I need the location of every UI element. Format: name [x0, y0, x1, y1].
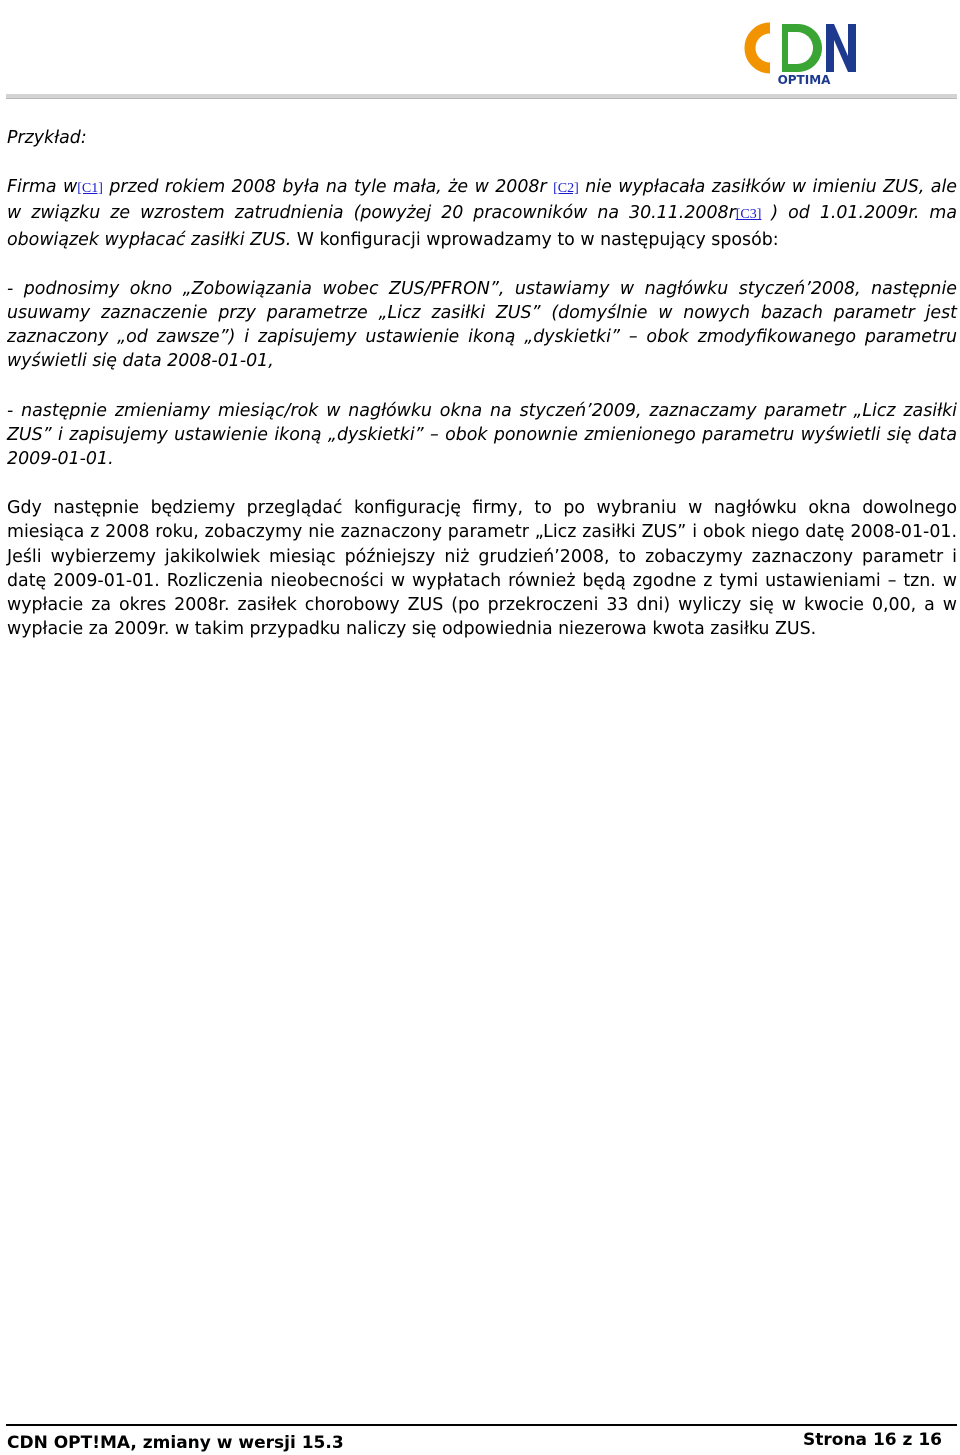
header-divider — [6, 94, 957, 99]
intro-text-e: W konfiguracji wprowadzamy to w następujący sposób: — [291, 229, 779, 250]
footer-doc-title: CDN OPT!MA, zmiany w wersji 15.3 — [7, 1433, 344, 1453]
paragraph-intro — [7, 175, 957, 252]
cdn-logo-icon — [740, 16, 860, 86]
intro-text-c: nie wypłacała zasiłków w imieniu ZUS, ale w związku ze wzrostem zatrudnienia (powyżej 20 pracowników na 30.11.2008r — [7, 177, 957, 224]
intro-text-a: Firma w — [7, 177, 78, 198]
comment-ref-c2[interactable]: [C2] — [553, 181, 579, 197]
paragraph-step-2: - następnie zmieniamy miesiąc/rok w nagłówku okna na styczeń’2009, zaznaczamy parametr „Licz zasiłki ZUS” i zapisujemy ustawienie ikoną „dyskietki” – obok ponownie zmienionego parametru wyświetli się data 2009-01-01. — [7, 400, 957, 470]
paragraph-step-1: - podnosimy okno „Zobowiązania wobec ZUS/PFRON”, ustawiamy w nagłówku styczeń’2008, następnie usuwamy zaznaczenie przy parametrze „Licz zasiłki ZUS” (domyślnie w nowych bazach parametr jest zaznaczony „od zawsze”) i zapisujemy ustawienie ikoną „dyskietki” – obok zmodyfikowanego parametru wyświetli się data 2008-01-01, — [7, 278, 957, 372]
comment-ref-c3[interactable]: [C3] — [735, 207, 762, 223]
example-heading: Przykład: — [7, 128, 87, 148]
intro-text-b: przed rokiem 2008 była na tyle mała, że w 2008r — [102, 177, 554, 198]
logo-subtitle: OPTIMA — [777, 73, 831, 86]
intro-text-d: ) od 1.01.2009r. ma obowiązek wypłacać zasiłki ZUS. — [7, 203, 957, 250]
footer-page-number: Strona 16 z 16 — [803, 1430, 942, 1450]
comment-ref-c1[interactable]: [C1] — [77, 181, 103, 197]
paragraph-summary: Gdy następnie będziemy przeglądać konfigurację firmy, to po wybraniu w nagłówku okna dowolnego miesiąca z 2008 roku, zobaczymy nie zaznaczony parametr „Licz zasiłki ZUS” i obok niego datę 2008-01-01. Jeśli wybierzemy jakikolwiek miesiąc późniejszy niż grudzień’2008, to zobaczymy zaznaczony parametr i datę 2009-01-01. Rozliczenia nieobecności w wypłatach również będą zgodne z tymi ustawieniami – tzn. w wypłacie za okres 2008r. zasiłek chorobowy ZUS (po przekroczeni 33 dni) wyliczy się w kwocie 0,00, a w wypłacie za 2009r. w takim przypadku naliczy się odpowiednia niezerowa kwota zasiłku ZUS. — [7, 498, 957, 640]
document-body — [7, 126, 957, 641]
footer-divider — [6, 1424, 957, 1426]
cdn-optima-logo — [740, 16, 860, 86]
